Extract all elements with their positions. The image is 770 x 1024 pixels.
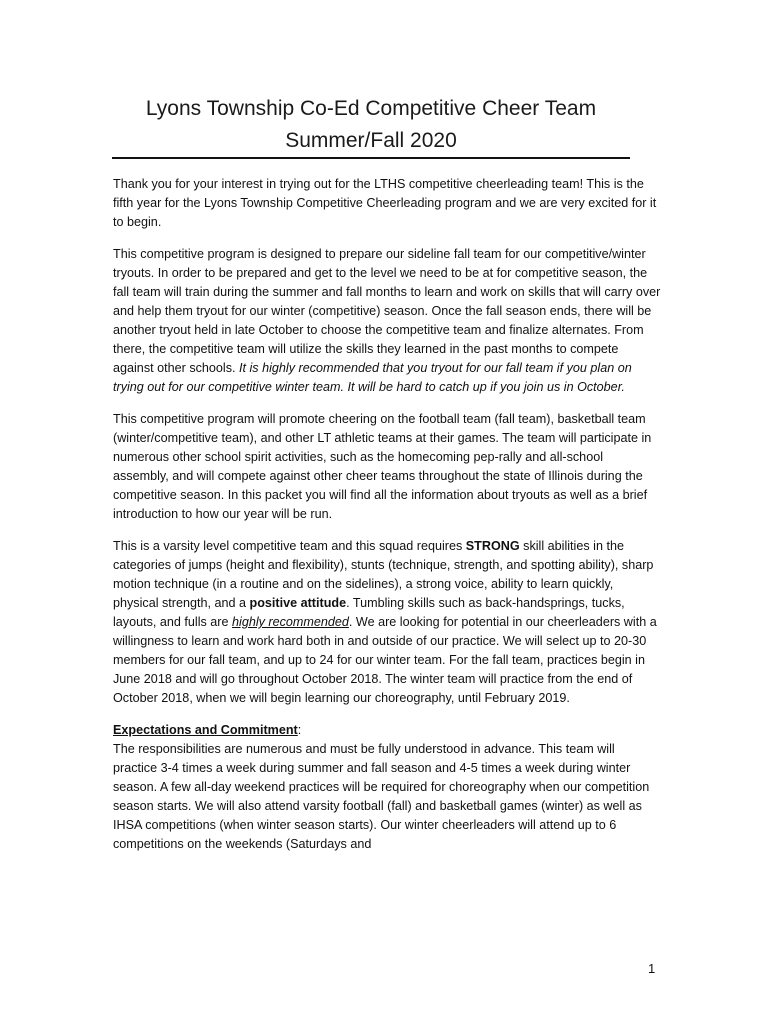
paragraph-program-purpose-recommendation: It is highly recommended that you tryout for our fall team if you plan on trying out for our competitive winter team. It will be hard to catch up if you join us in October. <box>113 361 632 394</box>
title-line-1: Lyons Township Co-Ed Competitive Cheer Team <box>145 97 597 120</box>
document-body <box>113 175 661 854</box>
page-number: 1 <box>648 961 656 976</box>
skill-requirements-positive-attitude: positive attitude <box>249 596 347 610</box>
skill-requirements-highly-recommended: highly recommended <box>232 615 349 629</box>
paragraph-expectations <box>113 740 661 854</box>
skill-requirements-text-d: . We are looking for potential in our cheerleaders with a willingness to learn and work hard both in and outside of our practice. We will select up to 20-30 members for our fall team, and up to 24 for our winter team. For the fall team, practices begin in June 2018 and will go throughout October 2018. The winter team will practice from the end of October 2018, when we will begin learning our choreography, until February 2019. <box>113 615 657 705</box>
expectations-heading-colon: : <box>297 723 302 737</box>
paragraph-intro-text: Thank you for your interest in trying out for the LTHS competitive cheerleading team! This is the fifth year for the Lyons Township Competitive Cheerleading program and we are very excited for it to begin. <box>113 177 657 229</box>
paragraph-program-activities-text: This competitive program will promote cheering on the football team (fall team), basketball team (winter/competitive team), and other LT athletic teams at their games. The team will participate in numerous other school spirit activities, such as the homecoming pep-rally and all-school assembly, and will compete against other cheer teams throughout the state of Illinois during the competitive season. In this packet you will find all the information about tryouts as well as a brief introduction to how our year will be run. <box>113 412 652 521</box>
skill-requirements-strong: STRONG <box>465 539 520 553</box>
paragraph-skill-requirements <box>113 537 661 708</box>
section-expectations-heading <box>113 721 661 740</box>
title-line-2: Summer/Fall 2020 <box>285 129 457 152</box>
skill-requirements-text-c: . Tumbling skills such as back-handsprings, tucks, layouts, and fulls are <box>113 596 625 629</box>
paragraph-expectations-text: The responsibilities are numerous and must be fully understood in advance. This team will practice 3-4 times a week during summer and fall season and 4-5 times a week during winter season. A few all-day weekend practices will be required for choreography when our competition season starts. We will also attend varsity football (fall) and basketball games (winter) as well as IHSA competitions (when winter season starts). Our winter cheerleaders will attend up to 6 competitions on the weekends (Saturdays and <box>113 742 650 851</box>
paragraph-program-activities <box>113 410 661 524</box>
paragraph-program-purpose <box>113 245 661 397</box>
title-underline-rule <box>112 157 630 159</box>
paragraph-intro <box>113 175 661 232</box>
expectations-heading-text: Expectations and Commitment <box>113 723 298 737</box>
skill-requirements-text-a: This is a varsity level competitive team and this squad requires <box>113 539 466 553</box>
paragraph-program-purpose-text: This competitive program is designed to prepare our sideline fall team for our competitive/winter tryouts. In order to be prepared and get to the level we need to be at for competitive season, the fall team will train during the summer and fall months to learn and work on skills that will carry over and help them tryout for our winter (competitive) season. Once the fall season ends, there will be another tryout held in late October to choose the competitive team and finalize alternates. From there, the competitive team will utilize the skills they learned in the past months to compete against other schools. <box>113 247 661 375</box>
document-title <box>112 93 630 157</box>
skill-requirements-text-b: skill abilities in the categories of jumps (height and flexibility), stunts (technique, strength, and spotting ability), sharp motion technique (in a routine and on the sidelines), a strong voice, ability to learn quickly, physical strength, and a <box>113 539 654 610</box>
